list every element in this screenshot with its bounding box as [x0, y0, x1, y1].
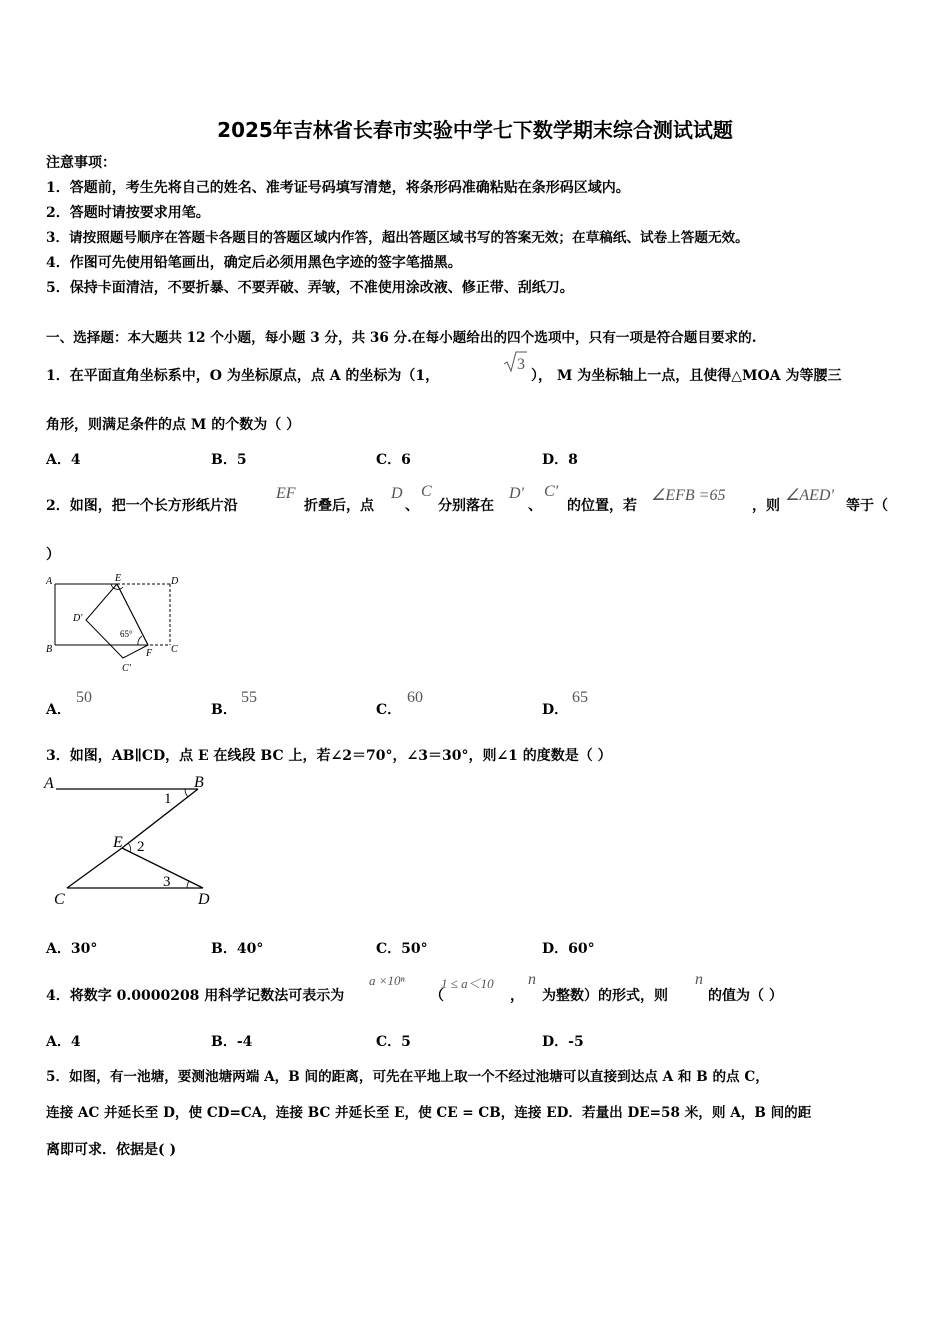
q3-option-d[interactable]: D．60° [542, 941, 595, 957]
question-number: 5． [46, 1069, 70, 1085]
q2-math-d1: D' [509, 485, 524, 502]
q1-option-a[interactable]: A．4 [46, 452, 81, 468]
q4-option-d[interactable]: D．-5 [542, 1034, 584, 1050]
label-1: 1 [164, 791, 172, 807]
q2-figure [40, 570, 190, 678]
notice-item-3: 3．请按照题号顺序在答题卡各题目的答题区域内作答，超出答题区域书写的答案无效；在草稿纸、试卷上答题无效。 [46, 230, 749, 246]
q1-text-b: ）， M 为坐标轴上一点，且使得△MOA 为等腰三 [531, 368, 842, 384]
sqrt-3 [502, 350, 528, 378]
notice-item-5: 5．保持卡面清洁，不要折暴、不要弄破、弄皱，不准使用涂改液、修正带、刮纸刀。 [46, 280, 574, 296]
q5-line-2: 连接 AC 并延长至 D，使 CD=CA，连接 BC 并延长至 E，使 CE = CB，连接 ED．若量出 DE=58 米，则 A，B 间的距 [46, 1105, 812, 1121]
question-1 [46, 366, 439, 386]
q2-text-2: 折叠后，点 [304, 498, 374, 514]
label-c-prime: C' [122, 663, 131, 674]
page-title: 2025年吉林省长春市实验中学七下数学期末综合测试试题 [217, 118, 733, 142]
label-3: 3 [163, 874, 171, 890]
label-e: E [115, 573, 122, 584]
question-number: 1． [46, 368, 70, 384]
sqrt-sign-icon [502, 350, 528, 374]
q4-option-a[interactable]: A．4 [46, 1034, 81, 1050]
q2-math-aed: ∠AED' [785, 487, 834, 504]
option-letter: B． [211, 702, 237, 718]
question-number: 4． [46, 988, 70, 1004]
q2-sep-2: 、 [528, 498, 542, 514]
q2-option-c-value: 60 [407, 689, 423, 706]
q4-text-4: 为整数）的形式，则 [542, 988, 668, 1004]
label-b: B [194, 774, 204, 791]
q4-math-form: a ×10ⁿ [369, 973, 405, 988]
sqrt-radicand: 3 [517, 356, 525, 373]
q4-text-5: 的值为（ ） [708, 988, 783, 1004]
notice-item-2: 2．答题时请按要求用笔。 [46, 205, 210, 221]
q2-math-c: C [421, 483, 432, 500]
label-b: B [46, 644, 53, 655]
notice-heading: 注意事项： [46, 155, 116, 171]
q2-math-ef: EF [276, 485, 296, 502]
label-c: C [54, 891, 65, 908]
label-d: D [198, 891, 210, 908]
q4-option-b[interactable]: B．-4 [211, 1034, 253, 1050]
q4-math-n2: n [695, 971, 703, 988]
q2-option-d[interactable] [542, 700, 568, 720]
q2-math-d: D [391, 485, 403, 502]
label-f: F [146, 648, 153, 659]
notice-item-1: 1．答题前，考生先将自己的姓名、准考证号码填写清楚，将条形码准确粘贴在条形码区域内。 [46, 180, 630, 196]
q4-math-n: n [528, 971, 536, 988]
q2-math-angle: ∠EFB =65 [651, 487, 726, 504]
label-d-prime: D' [73, 613, 83, 624]
label-d: D [171, 576, 179, 587]
label-65-deg: 65° [120, 629, 133, 639]
q1-option-c[interactable]: C．6 [376, 452, 411, 468]
q2-option-c[interactable] [376, 700, 401, 720]
q3-option-a[interactable]: A．30° [46, 941, 98, 957]
question-5 [46, 1067, 769, 1087]
q3-text: 如图，AB∥CD，点 E 在线段 BC 上，若∠2＝70°，∠3＝30°，则∠1 的度数是（ ） [69, 748, 612, 764]
section-heading: 一、选择题：本大题共 12 个小题，每小题 3 分，共 36 分.在每小题给出的四个选项中，只有一项是符合题目要求的. [46, 330, 757, 346]
label-a: A [44, 775, 54, 792]
q1-text-c: 角形，则满足条件的点 M 的个数为（ ） [46, 417, 301, 433]
q2-text-5: ，则 [752, 498, 780, 514]
q2-sep-1: 、 [405, 498, 419, 514]
label-2: 2 [137, 839, 145, 855]
q3-option-b[interactable]: B．40° [211, 941, 264, 957]
q2-option-b[interactable] [211, 700, 237, 720]
q4-math-cond: 1 ≤ a＜10 [441, 976, 494, 991]
question-number: 3． [46, 748, 70, 764]
q4-option-c[interactable]: C．5 [376, 1034, 411, 1050]
q1-option-b[interactable]: B．5 [211, 452, 247, 468]
q4-text-1: 将数字 0.0000208 用科学记数法可表示为 [69, 988, 345, 1004]
question-number: 2． [46, 498, 70, 514]
label-a: A [46, 576, 53, 587]
q4-text-2: （ [430, 988, 444, 1004]
option-letter: A． [46, 702, 71, 718]
q2-text-4: 的位置，若 [567, 498, 637, 514]
q5-line-1: 如图，有一池塘，要测池塘两端 A，B 间的距离，可先在平地上取一个不经过池塘可以直接到达点 A 和 B 的点 C， [69, 1069, 769, 1085]
question-3 [46, 746, 612, 766]
q1-option-d[interactable]: D．8 [542, 452, 578, 468]
option-letter: C． [376, 702, 402, 718]
label-c: C [171, 644, 178, 655]
option-letter: D． [542, 702, 569, 718]
q2-text-7: ） [46, 547, 60, 563]
notice-item-4: 4．作图可先使用铅笔画出，确定后必须用黑色字迹的签字笔描黑。 [46, 255, 462, 271]
q1-text-a: 在平面直角坐标系中，O 为坐标原点，点 A 的坐标为（1， [69, 368, 440, 384]
q2-option-a[interactable] [46, 700, 71, 720]
q5-line-3: 离即可求．依据是( ) [46, 1142, 177, 1158]
question-4 [46, 986, 344, 1006]
question-2 [46, 496, 238, 516]
q3-figure [40, 770, 225, 910]
q2-text-6: 等于（ [846, 498, 888, 514]
q2-math-c1: C' [544, 483, 559, 500]
q2-option-a-value: 50 [76, 689, 92, 706]
label-e: E [113, 834, 123, 851]
q2-text-3: 分别落在 [438, 498, 494, 514]
q4-text-3: ， [510, 988, 524, 1004]
q2-option-b-value: 55 [241, 689, 257, 706]
q3-option-c[interactable]: C．50° [376, 941, 428, 957]
q2-option-d-value: 65 [572, 689, 588, 706]
q2-text-1: 如图，把一个长方形纸片沿 [69, 498, 238, 514]
